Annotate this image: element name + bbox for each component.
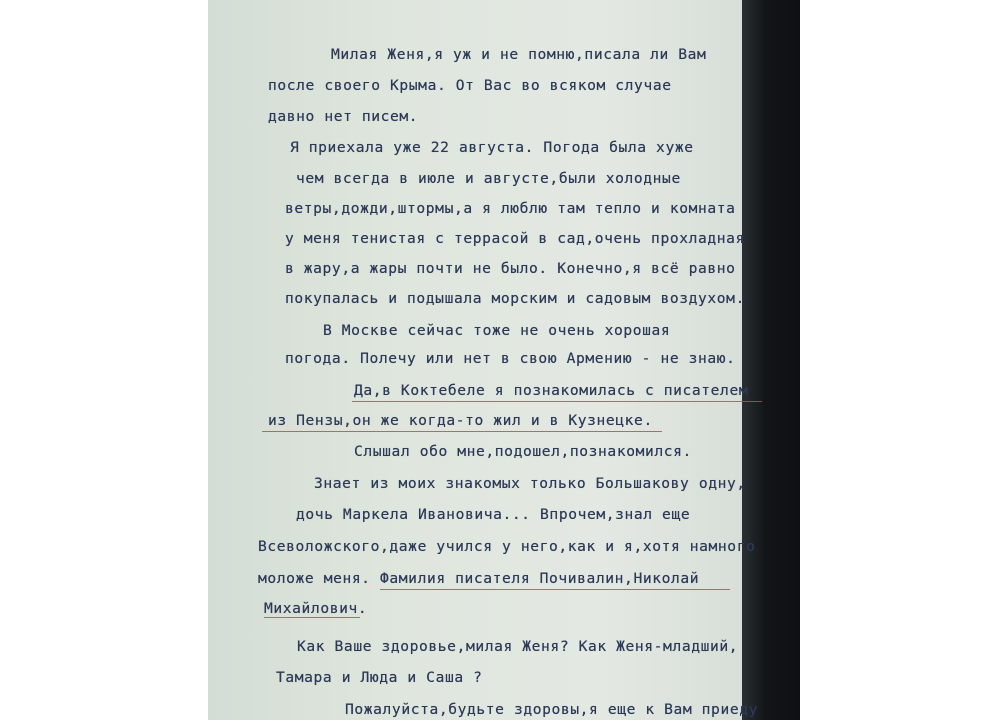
letter-line: из Пензы,он же когда-то жил и в Кузнецке. xyxy=(268,412,653,429)
letter-line: в жару,а жары почти не было. Конечно,я всё равно xyxy=(285,260,736,277)
letter-line: Милая Женя,я уж и не помню,писала ли Вам xyxy=(331,46,707,63)
letter-line: после своего Крыма. От Вас во всяком случае xyxy=(268,77,672,94)
letter-line: Тамара и Люда и Саша ? xyxy=(276,669,483,686)
letter-line: дочь Маркела Ивановича... Впрочем,знал еще xyxy=(296,506,691,523)
letter-line: Да,в Коктебеле я познакомилась с писателем xyxy=(354,382,749,399)
letter-line: у меня тенистая с террасой в сад,очень прохладная xyxy=(285,230,745,247)
letter-line: Пожалуйста,будьте здоровы,я еще к Вам приеду xyxy=(345,701,758,718)
letter-line: покупалась и подышала морским и садовым воздухом. xyxy=(285,290,745,307)
letter-line: Знает из моих знакомых только Большакову одну, xyxy=(314,475,746,492)
letter-line: Слышал обо мне,подошел,познакомился. xyxy=(354,443,692,460)
letter-line: давно нет писем. xyxy=(268,108,419,125)
letter-line: чем всегда в июле и августе,были холодные xyxy=(296,170,681,187)
dark-background-edge xyxy=(742,0,800,720)
red-underline xyxy=(352,401,762,402)
letter-line: Я приехала уже 22 августа. Погода была хуже xyxy=(290,139,694,156)
letter-line: Михайлович. xyxy=(264,600,368,617)
letter-line: ветры,дожди,штормы,а я люблю там тепло и комната xyxy=(285,200,736,217)
letter-line: Как Ваше здоровье,милая Женя? Как Женя-младший, xyxy=(297,638,739,655)
letter-line: погода. Полечу или нет в свою Армению - не знаю. xyxy=(285,350,736,367)
red-underline xyxy=(262,431,662,432)
letter-line: Всеволожского,даже учился у него,как и я,хотя намного xyxy=(258,538,756,555)
letter-line: В Москве сейчас тоже не очень хорошая xyxy=(323,322,671,339)
red-underline xyxy=(264,617,360,618)
letter-line: моложе меня. Фамилия писателя Почивалин,Николай xyxy=(258,570,700,587)
red-underline xyxy=(380,589,730,590)
